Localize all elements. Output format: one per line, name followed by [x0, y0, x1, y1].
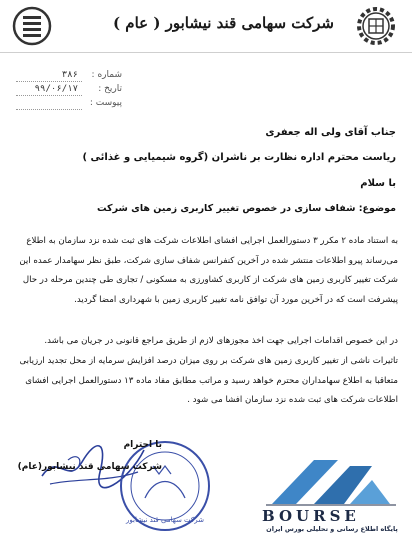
date-value: ۹۹/۰۶/۱۷	[34, 84, 78, 94]
number-value: ۳۸۶	[61, 70, 78, 80]
closing-regards: با احترام	[123, 440, 162, 450]
closing-organization: شرکت سهامی قند نیشابور(عام)	[17, 462, 162, 472]
bourse-logo-name: BOURSE	[262, 507, 360, 525]
header-divider	[0, 52, 412, 53]
meta-attachment-row	[12, 98, 122, 112]
number-label: شماره :	[91, 70, 122, 80]
company-stamp	[115, 436, 215, 536]
company-name: شرکت سهامی قند نیشابور ( عام )	[112, 14, 334, 32]
body-paragraph-3: تاثیرات ناشی از تغییر کاربری زمین های شرکت بر روی میزان درصد افزایش سرمایه از محل تجدید ارزیابی متعاقبا به اطلاع سهامداران محترم خواهد رسید و مراتب مطابق مفاد ماده ۱۳ دستورالعمل اجرایی افشای اطلاعات شرکت های ثبت شده نزد سازمان افشا می شود .	[19, 356, 398, 405]
addressee: جناب آقای ولی اله جعفری	[265, 127, 396, 138]
date-label: تاریخ :	[98, 84, 122, 94]
stamp-text: شرکت سهامی قند نیشابور	[126, 516, 204, 524]
meta-date-row	[12, 84, 122, 98]
bourse-logo-tagline: پایگاه اطلاع رسانی و تحلیلی بورس ایران	[266, 525, 398, 533]
body-paragraph-1: به استناد ماده ۲ مکرر ۳ دستورالعمل اجرایی افشای اطلاعات شرکت های ثبت شده نزد سازمان به اطلاع می‌رساند پیرو اطلاعات منتشر شده در آخرین کنفرانس شفاف سازی شرکت، طبق نظر سهامدار عمده این شرکت تغییر کاربری زمین های شرکت از کاربری کشاورزی به مسکونی / تجاری طی چندین مرحله در حال پیشرفت است که در آخرین مورد آن توافق نامه تغییر کاربری زمین با شهرداری امضا گردید.	[19, 236, 398, 305]
body-paragraph-2: در این خصوص اقدامات اجرایی جهت اخذ مجوزهای لازم از طریق مراجع قانونی در جریان می باشد.	[44, 336, 398, 346]
meta-dotted-line	[16, 109, 82, 110]
meta-dotted-line	[16, 95, 82, 96]
gear-logo-icon	[354, 4, 398, 48]
company-logo-left	[12, 6, 52, 46]
meta-dotted-line	[16, 81, 82, 82]
attachment-label: پیوست :	[89, 98, 122, 108]
addressee-title: ریاست محترم اداره نظارت بر ناشران (گروه شیمیایی و غذائی )	[82, 152, 396, 163]
subject-line: موضوع: شفاف سازی در خصوص تغییر کاربری زمین های شرکت	[97, 203, 396, 214]
greeting: با سلام	[360, 178, 396, 189]
meta-number-row	[12, 70, 122, 84]
letter-meta	[12, 70, 122, 112]
